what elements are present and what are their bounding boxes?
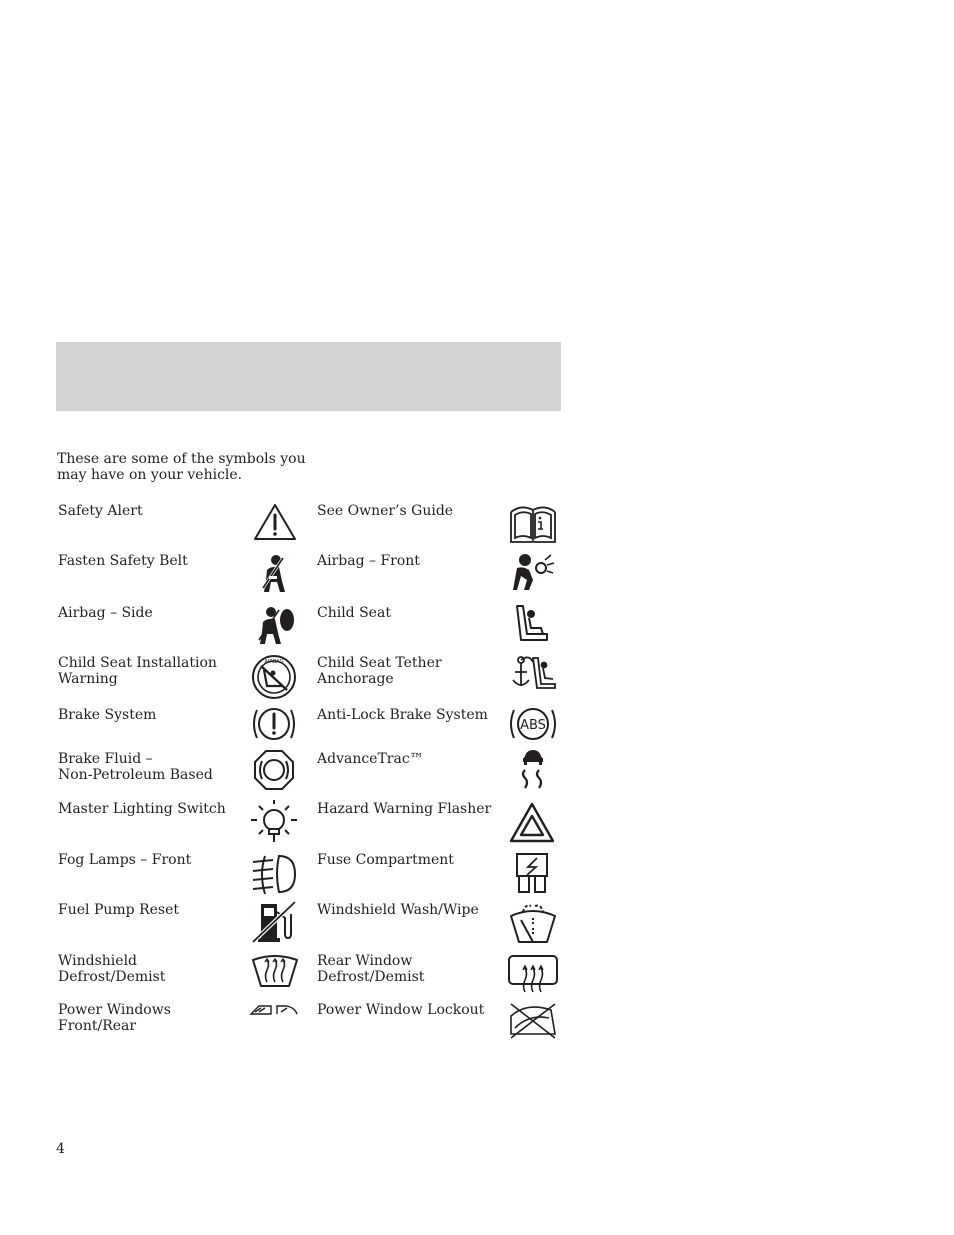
label-safety-alert: Safety Alert	[58, 503, 143, 519]
hazard-warning-icon	[507, 798, 559, 846]
airbag-icon-text: AIRBAG	[264, 659, 284, 665]
abs-icon	[507, 700, 559, 748]
label-advancetrac: AdvanceTrac™	[317, 751, 424, 767]
label-brake-fluid: Brake Fluid – Non-Petroleum Based	[58, 751, 213, 783]
page-number: 4	[56, 1141, 65, 1157]
label-fasten-belt: Fasten Safety Belt	[58, 553, 188, 569]
power-windows-icon	[249, 998, 301, 1046]
label-hazard: Hazard Warning Flasher	[317, 801, 492, 817]
label-master-lighting: Master Lighting Switch	[58, 801, 226, 817]
fuel-pump-reset-icon	[249, 898, 301, 946]
intro-text: These are some of the symbols you may have on your vehicle.	[57, 451, 306, 483]
label-window-lockout: Power Window Lockout	[317, 1002, 485, 1018]
window-lockout-icon	[507, 998, 559, 1046]
label-windshield-defrost: Windshield Defrost/Demist	[58, 953, 166, 985]
label-fuse: Fuse Compartment	[317, 852, 454, 868]
label-child-seat-tether: Child Seat Tether Anchorage	[317, 655, 442, 687]
advancetrac-icon	[507, 746, 559, 794]
windshield-wipe-icon	[507, 898, 559, 946]
label-airbag-side: Airbag – Side	[58, 605, 153, 621]
fuse-icon	[507, 850, 559, 898]
label-child-seat: Child Seat	[317, 605, 391, 621]
label-rear-defrost: Rear Window Defrost/Demist	[317, 953, 425, 985]
label-owners-guide: See Owner’s Guide	[317, 503, 454, 519]
child-seat-warning-icon	[249, 652, 301, 700]
abs-icon-text: ABS	[520, 718, 546, 733]
owners-guide-icon	[507, 496, 559, 544]
safety-alert-icon	[249, 496, 301, 544]
brake-system-icon	[249, 700, 301, 748]
rear-defrost-icon	[507, 950, 559, 998]
label-windshield-wipe: Windshield Wash/Wipe	[317, 902, 479, 918]
fasten-safety-belt-icon	[249, 548, 301, 596]
child-seat-tether-icon	[507, 652, 559, 700]
windshield-defrost-icon	[249, 950, 301, 998]
child-seat-icon	[507, 600, 559, 648]
label-fog-lamps: Fog Lamps – Front	[58, 852, 192, 868]
label-airbag-front: Airbag – Front	[317, 553, 420, 569]
airbag-front-icon	[507, 546, 559, 594]
label-power-windows: Power Windows Front/Rear	[58, 1002, 171, 1034]
section-header-band	[56, 342, 561, 411]
label-child-seat-warning: Child Seat Installation Warning	[58, 655, 217, 687]
label-fuel-pump: Fuel Pump Reset	[58, 902, 179, 918]
master-lighting-icon	[249, 798, 301, 846]
airbag-side-icon	[249, 600, 301, 648]
label-brake-system: Brake System	[58, 707, 157, 723]
label-abs: Anti-Lock Brake System	[317, 707, 488, 723]
fog-lamps-icon	[249, 850, 301, 898]
brake-fluid-icon	[249, 746, 301, 794]
